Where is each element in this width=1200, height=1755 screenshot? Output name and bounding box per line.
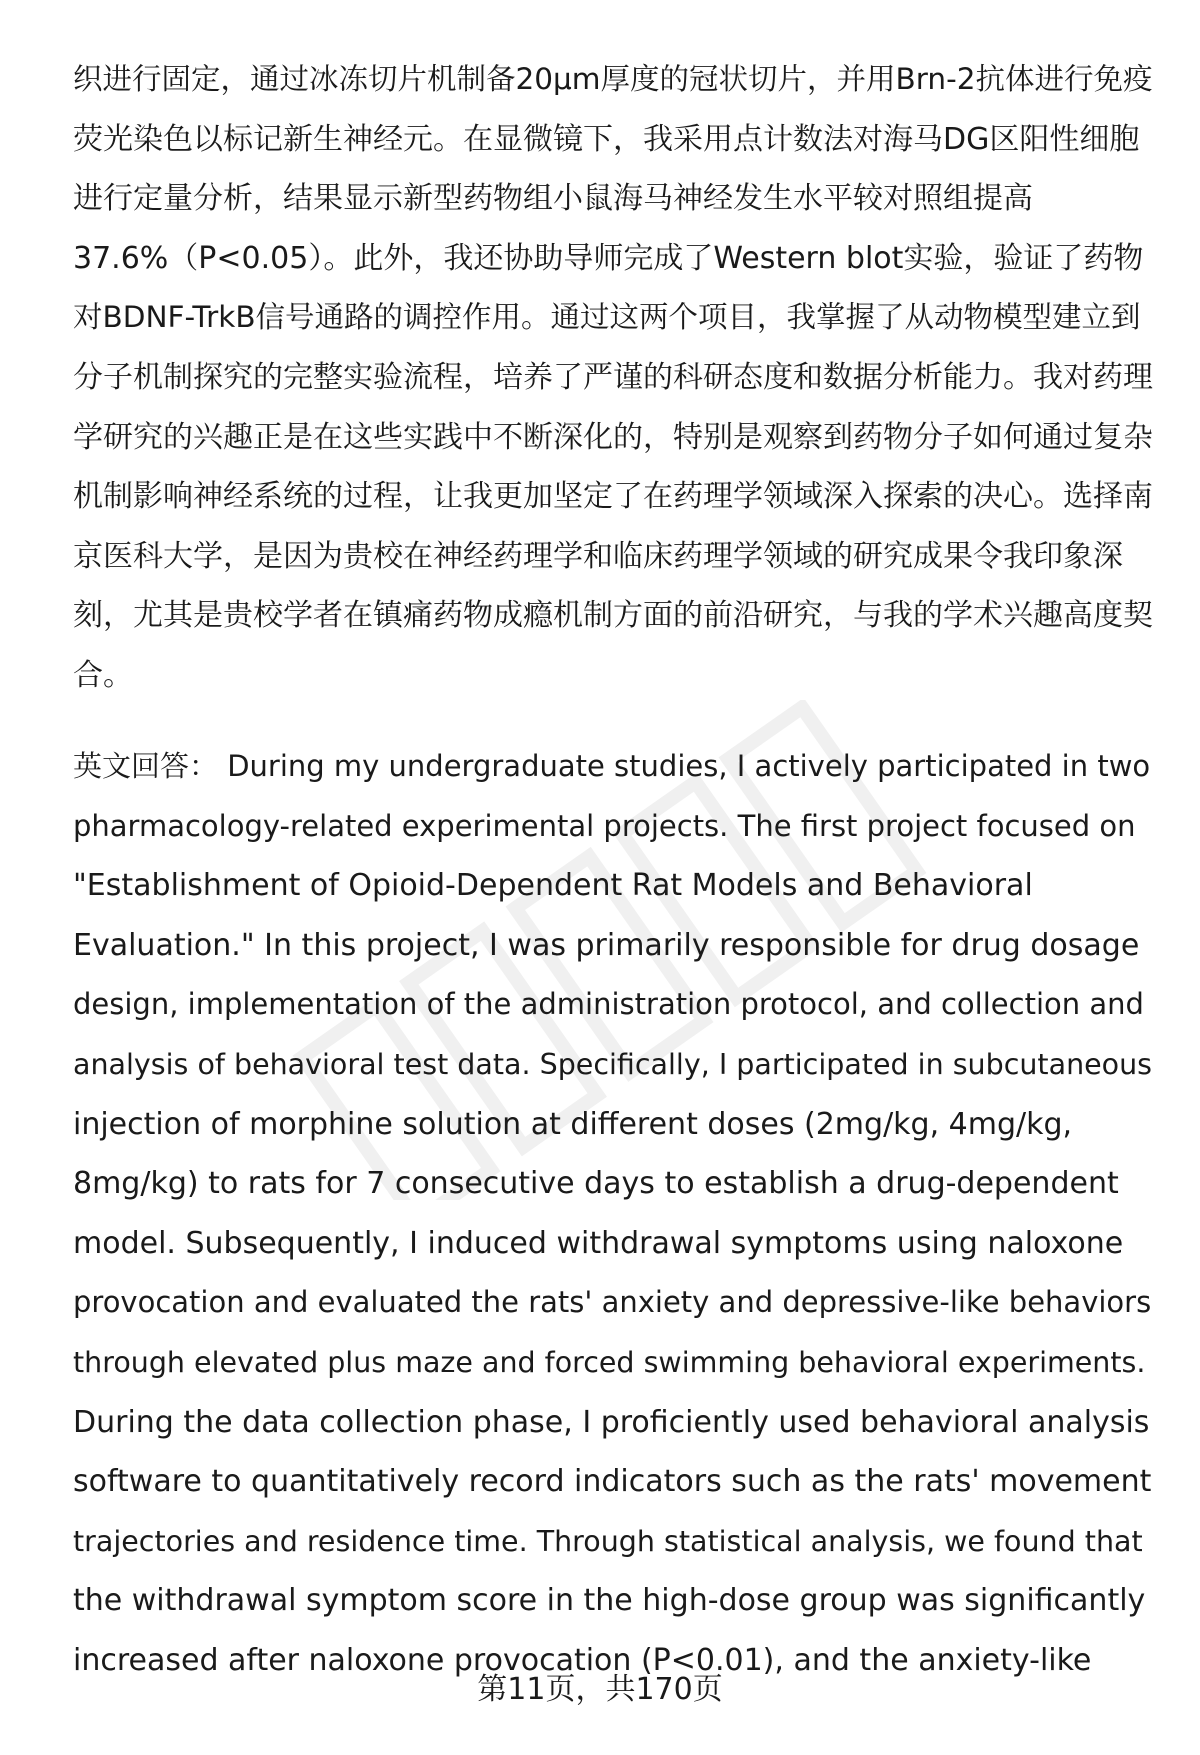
en-line: model. Subsequently, I induced withdrawal symptoms using naloxone	[73, 1225, 1124, 1261]
chinese-paragraph	[73, 50, 1153, 706]
en-line: 8mg/kg) to rats for 7 consecutive days to establish a drug-dependent	[73, 1166, 1119, 1202]
en-line: the withdrawal symptom score in the high-dose group was significantly	[73, 1583, 1146, 1619]
en-line: increased after naloxone provocation (P<0.01), and the anxiety-like	[73, 1642, 1092, 1678]
en-line: During the data collection phase, I proficiently used behavioral analysis	[73, 1404, 1150, 1440]
cn-line: 分子机制探究的完整实验流程，培养了严谨的科研态度和数据分析能力。我对药理	[73, 359, 1153, 395]
en-line: design, implementation of the administration protocol, and collection and	[73, 987, 1144, 1022]
en-line: Evaluation." In this project, I was primarily responsible for drug dosage	[73, 927, 1140, 963]
en-line: through elevated plus maze and forced swimming behavioral experiments.	[73, 1345, 1146, 1379]
en-line: trajectories and residence time. Through statistical analysis, we found that	[73, 1524, 1143, 1558]
en-line: software to quantitatively record indicators such as the rats' movement	[73, 1464, 1152, 1500]
page-number-footer: 第11页，共170页	[477, 1672, 723, 1707]
en-line: analysis of behavioral test data. Specifically, I participated in subcutaneous	[73, 1047, 1153, 1081]
en-line: pharmacology-related experimental projects. The first project focused on	[73, 808, 1136, 843]
en-line: 英文回答： During my undergraduate studies, I actively participated in two	[73, 749, 1151, 783]
cn-line: 机制影响神经系统的过程，让我更加坚定了在药理学领域深入探索的决心。选择南	[73, 479, 1153, 515]
cn-line: 京医科大学，是因为贵校在神经药理学和临床药理学领域的研究成果令我印象深	[73, 538, 1123, 574]
en-line: "Establishment of Opioid-Dependent Rat Models and Behavioral	[73, 868, 1033, 904]
en-line: provocation and evaluated the rats' anxiety and depressive-like behaviors	[73, 1285, 1152, 1320]
cn-line: 合。	[73, 657, 133, 693]
english-paragraph	[73, 737, 1153, 1691]
cn-line: 学研究的兴趣正是在这些实践中不断深化的，特别是观察到药物分子如何通过复杂	[73, 419, 1153, 455]
en-line: injection of morphine solution at different doses (2mg/kg, 4mg/kg,	[73, 1106, 1073, 1142]
cn-line: 刻，尤其是贵校学者在镇痛药物成瘾机制方面的前沿研究，与我的学术兴趣高度契	[73, 598, 1153, 634]
cn-line: 对BDNF-TrkB信号通路的调控作用。通过这两个项目，我掌握了从动物模型建立到	[73, 300, 1141, 335]
cn-line: 荧光染色以标记新生神经元。在显微镜下，我采用点计数法对海马DG区阳性细胞	[73, 121, 1140, 157]
cn-line: 进行定量分析，结果显示新型药物组小鼠海马神经发生水平较对照组提高	[73, 181, 1033, 217]
cn-line: 37.6%（P<0.05）。此外，我还协助导师完成了Western blot实验，验证了药物	[73, 240, 1144, 276]
cn-line: 织进行固定，通过冰冻切片机制备20μm厚度的冠状切片，并用Brn-2抗体进行免疫	[73, 62, 1153, 96]
